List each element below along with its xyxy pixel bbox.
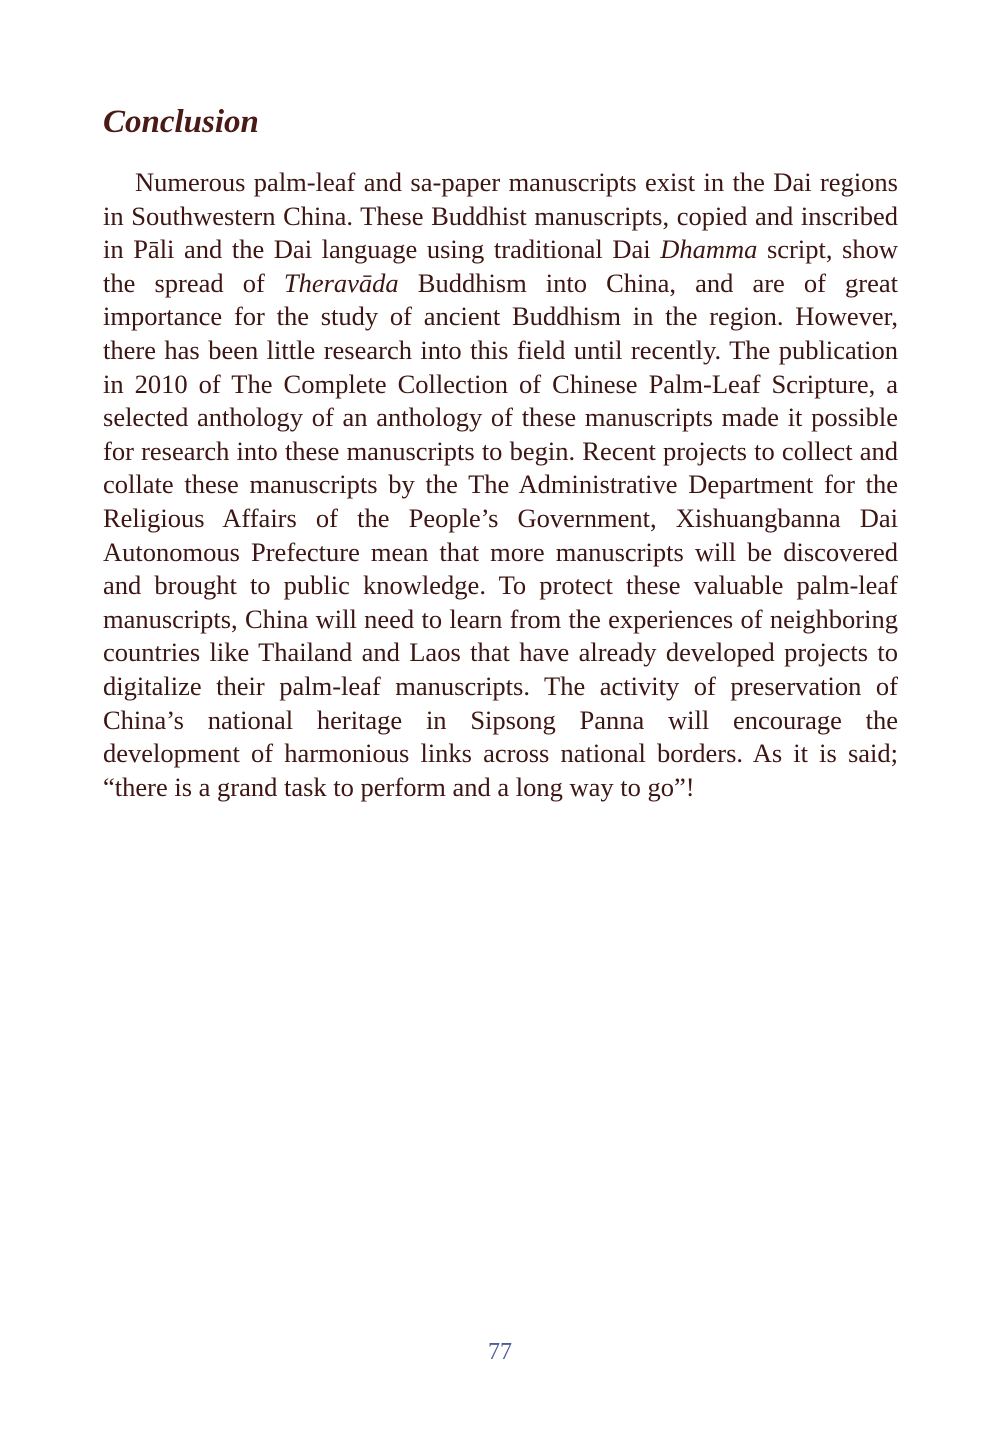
paragraph-text-part-2: script, show the spread of (103, 234, 899, 298)
paragraph-italic-theravada: Theravāda (283, 267, 399, 298)
page-number: 77 (488, 1339, 512, 1365)
body-paragraph (103, 166, 898, 804)
paragraph-text-part-3: Buddhism into China, and are of great importance for the study of ancient Buddhism in the region. However, there has been little research into this field until recently. The publication in 2010 of The Complete Collection of Chinese Palm-Leaf Scripture, a selected anthology of an anthology of these manuscripts made it possible for research into these manuscripts to begin. Recent projects to collect and collate these manuscripts by the The Administrative Department for the Religious Affairs of the People’s Government, Xishuangbanna Dai Autonomous Prefecture mean that more manuscripts will be discovered and brought to public knowledge. To protect these valuable palm-leaf manuscripts, China will need to learn from the experiences of neighboring countries like Thailand and Laos that have already developed projects to digitalize their palm-leaf manuscripts. The activity of preservation of China’s national heritage in Sipsong Panna will encourage the development of harmonious links across national borders. As it is said; “there is a grand task to perform and a long way to go”! (103, 267, 898, 802)
paragraph-italic-dhamma: Dhamma (660, 234, 758, 265)
section-heading: Conclusion (103, 104, 259, 140)
paragraph-text-part-1: Numerous palm-leaf and sa-paper manuscripts exist in the Dai regions in Southwestern China. These Buddhist manuscripts, copied and inscribed in Pāli and the Dai language using traditional Dai (103, 167, 898, 265)
